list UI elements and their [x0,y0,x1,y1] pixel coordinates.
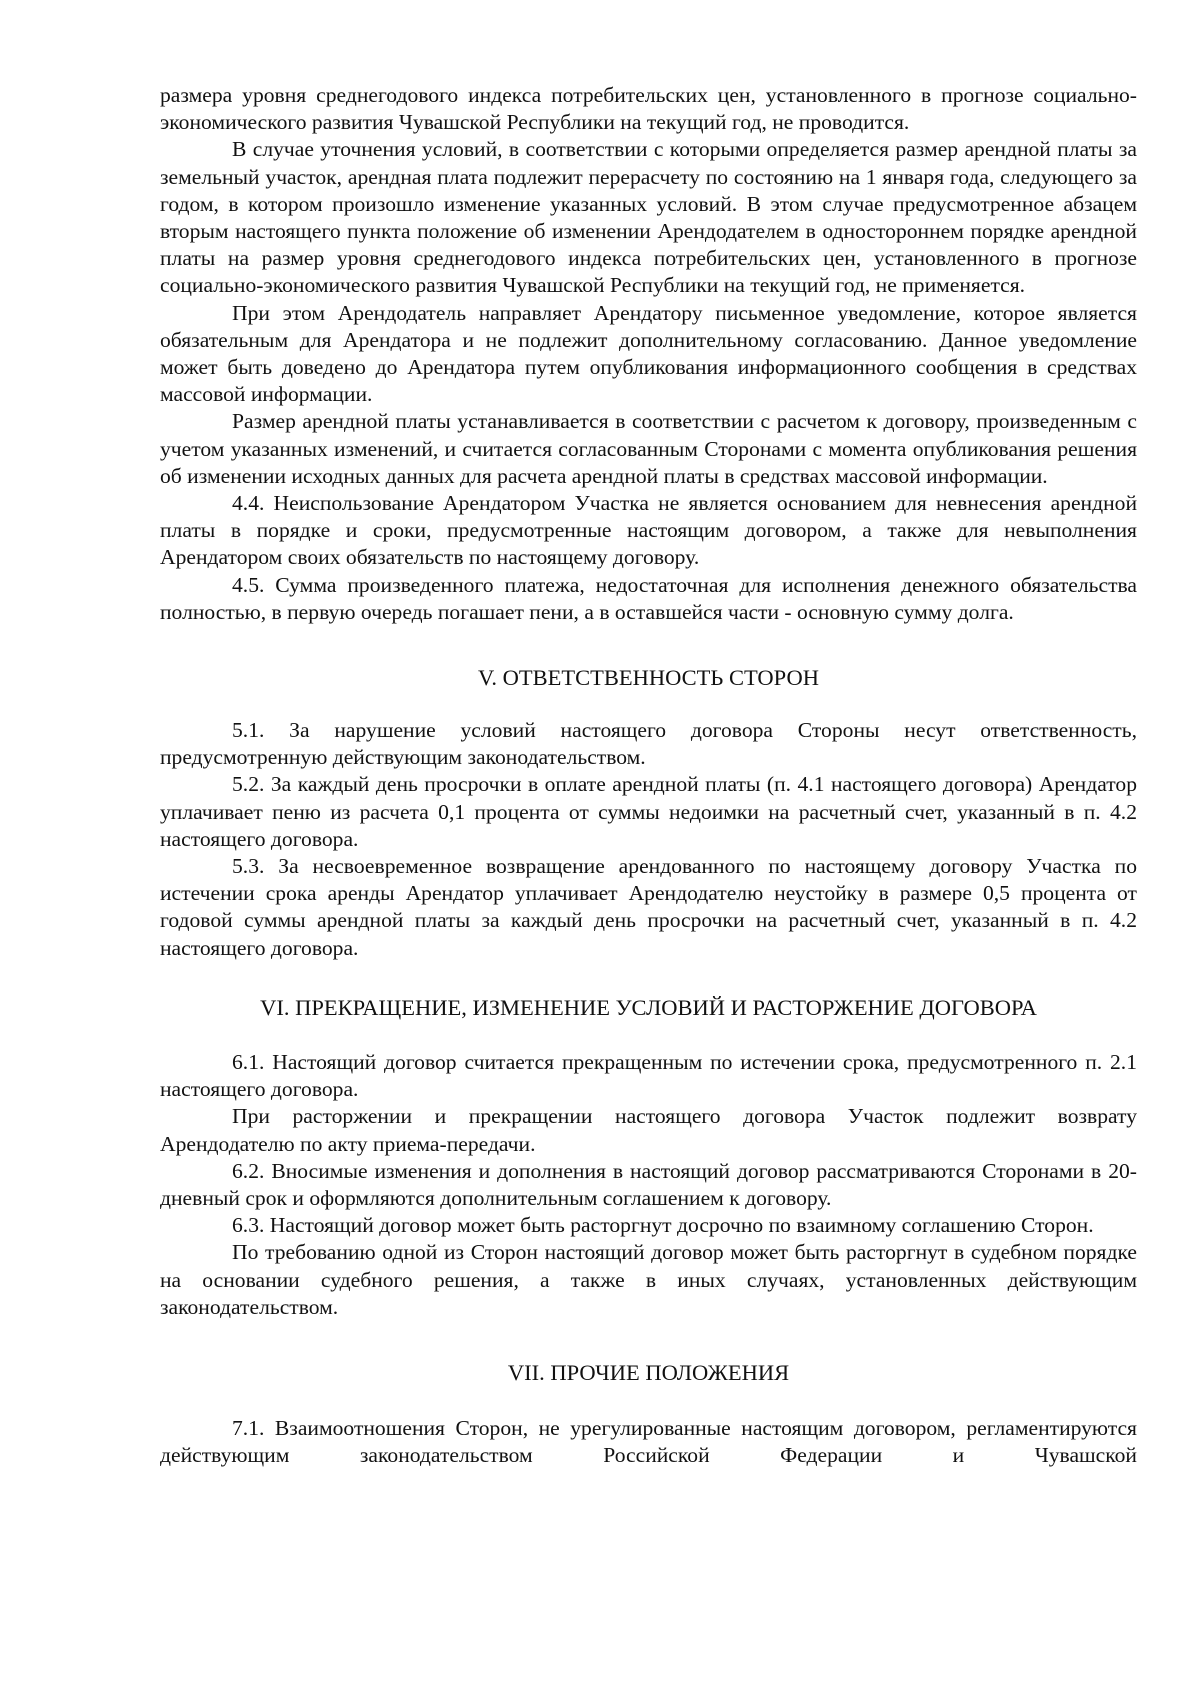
clause-5-3: 5.3. За несвоевременное возвращение арендованного по настоящему договору Участка по истечении срока аренды Арендатор уплачивает Арендодателю неустойку в размере 0,5 процента от годовой суммы арендной платы за каждый день просрочки на расчетный счет, указанный в п. 4.2 настоящего договора. [160,854,1137,960]
section-6-heading: VI. ПРЕКРАЩЕНИЕ, ИЗМЕНЕНИЕ УСЛОВИЙ И РАСТОРЖЕНИЕ ДОГОВОРА [260,994,1037,1020]
paragraph-notification: При этом Арендодатель направляет Арендатору письменное уведомление, которое является обязательным для Арендатора и не подлежит дополнительному согласованию. Данное уведомление может быть доведено до Арендатора путем опубликования информационного сообщения в средствах массовой информации. [160,300,1137,407]
document-page [160,82,1137,1469]
clause-7-1: 7.1. Взаимоотношения Сторон, не урегулированные настоящим договором, регламентируются действующим законодательством Российской Федерации и Чувашской [160,1415,1137,1468]
clause-5-2: 5.2. За каждый день просрочки в оплате арендной платы (п. 4.1 настоящего договора) Арендатор уплачивает пеню из расчета 0,1 процента от суммы недоимки на расчетный счет, указанный в п. 4.2 настоящего договора. [160,772,1137,851]
clause-6-2: 6.2. Вносимые изменения и дополнения в настоящий договор рассматриваются Сторонами в 20-дневный срок и оформляются дополнительным соглашением к договору. [160,1158,1137,1210]
paragraph-return-of-plot: При расторжении и прекращении настоящего договора Участок подлежит возврату Арендодателю по акту приема-передачи. [160,1104,1137,1156]
paragraph-continuation: размера уровня среднегодового индекса потребительских цен, установленного в прогнозе социально-экономического развития Чувашской Республики на текущий год, не проводится. [160,83,1137,135]
clause-4-4: 4.4. Неиспользование Арендатором Участка не является основанием для невнесения арендной платы в порядке и сроки, предусмотренные настоящим договором, а также для невыполнения Арендатором своих обязательств по настоящему договору. [160,491,1137,570]
clause-4-5: 4.5. Сумма произведенного платежа, недостаточная для исполнения денежного обязательства полностью, в первую очередь погашает пени, а в оставшейся части - основную сумму долга. [160,572,1137,624]
section-7-heading: VII. ПРОЧИЕ ПОЛОЖЕНИЯ [507,1359,790,1385]
paragraph-rent-recalculation: В случае уточнения условий, в соответствии с которыми определяется размер арендной платы за земельный участок, арендная плата подлежит перерасчету по состоянию на 1 января года, следующего за годом, в котором произошло изменение указанных условий. В этом случае предусмотренное абзацем вторым настоящего пункта положение об изменении Арендодателем в одностороннем порядке арендной платы на размер уровня среднегодового индекса потребительских цен, установленного в прогнозе социально-экономического развития Чувашской Республики на текущий год, не применяется. [160,137,1137,298]
section-5-heading: V. ОТВЕТСТВЕННОСТЬ СТОРОН [478,665,819,691]
paragraph-rent-amount: Размер арендной платы устанавливается в соответствии с расчетом к договору, произведенным с учетом указанных изменений, и считается согласованным Сторонами с момента опубликования решения об изменении исходных данных для расчета арендной платы в средствах массовой информации. [160,409,1137,488]
paragraph-court-termination: По требованию одной из Сторон настоящий договор может быть расторгнут в судебном порядке на основании судебного решения, а также в иных случаях, установленных действующим законодательством. [160,1240,1137,1319]
clause-6-1: 6.1. Настоящий договор считается прекращенным по истечении срока, предусмотренного п. 2.1 настоящего договора. [160,1049,1137,1102]
clause-6-3: 6.3. Настоящий договор может быть расторгнут досрочно по взаимному соглашению Сторон. [232,1213,1094,1238]
clause-5-1: 5.1. За нарушение условий настоящего договора Стороны несут ответственность, предусмотренную действующим законодательством. [160,718,1137,770]
